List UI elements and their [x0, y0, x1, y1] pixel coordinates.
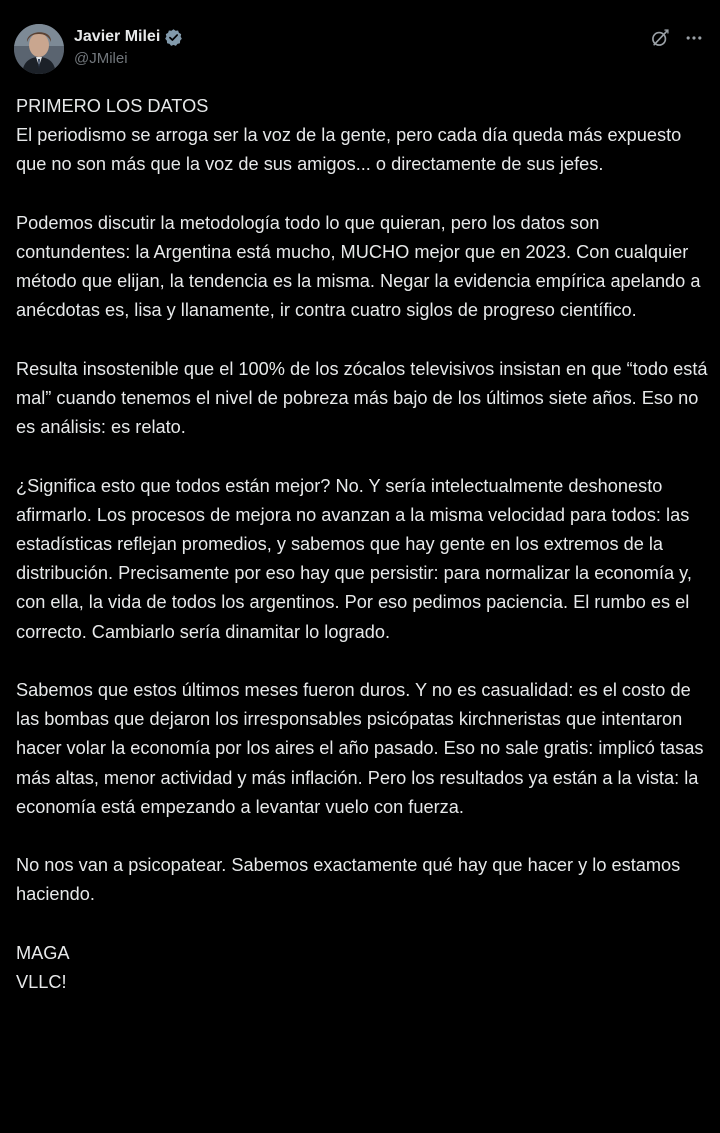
- avatar[interactable]: [14, 24, 64, 74]
- tweet-paragraph: ¿Significa esto que todos están mejor? No. Y sería intelectualmente deshonesto afirmarlo. Los procesos de mejora no avanzan a la misma velocidad para todos: las estadísticas reflejan promedios, y sabemos que hay gente en los extremos de la distribución. Precisamente por eso hay que persistir: para normalizar la economía y, con ella, la vida de todos los argentinos. Por eso pedimos paciencia. El rumbo es el correcto. Cambiarlo sería dinamitar lo logrado.: [16, 475, 692, 642]
- tweet-paragraph: Sabemos que estos últimos meses fueron duros. Y no es casualidad: es el costo de las bombas que dejaron los irresponsables psicópatas kirchneristas que intentaron hacer volar la economía por los aires el año pasado. Eso no sale gratis: implicó tasas más altas, menor actividad y más inflación. Pero los resultados ya están a la vista: la economía está empezando a levantar vuelo con fuerza.: [16, 680, 704, 817]
- author-names: [74, 26, 183, 67]
- tweet-paragraph: Podemos discutir la metodología todo lo que quieran, pero los datos son contundentes: la Argentina está mucho, MUCHO mejor que en 2023. Con cualquier método que elijan, la tendencia es la misma. Negar la evidencia empírica apelando a anécdotas es, lisa y llanamente, ir contra cuatro siglos de progreso científico.: [16, 212, 701, 321]
- tweet-paragraph: No nos van a psicopatear. Sabemos exactamente qué hay que hacer y lo estamos haciendo.: [16, 855, 681, 905]
- tweet-header: [14, 22, 706, 76]
- grok-icon[interactable]: [650, 28, 670, 48]
- more-icon[interactable]: [684, 28, 704, 48]
- display-name[interactable]: Javier Milei: [74, 28, 161, 45]
- tweet-paragraph: PRIMERO LOS DATOS El periodismo se arroga ser la voz de la gente, pero cada día queda más expuesto que no son más que la voz de sus amigos... o directamente de sus jefes.: [16, 96, 682, 175]
- tweet-paragraph: Resulta insostenible que el 100% de los zócalos televisivos insistan en que “todo está mal” cuando tenemos el nivel de pobreza más bajo de los últimos siete años. Eso no es análisis: es relato.: [16, 358, 708, 438]
- verified-badge-icon[interactable]: [164, 28, 183, 47]
- avatar-image: [14, 24, 64, 74]
- tweet-paragraph: MAGA VLLC!: [16, 942, 70, 992]
- handle[interactable]: @JMilei: [74, 50, 128, 67]
- tweet-text: [16, 92, 708, 997]
- tweet-actions: [650, 28, 704, 48]
